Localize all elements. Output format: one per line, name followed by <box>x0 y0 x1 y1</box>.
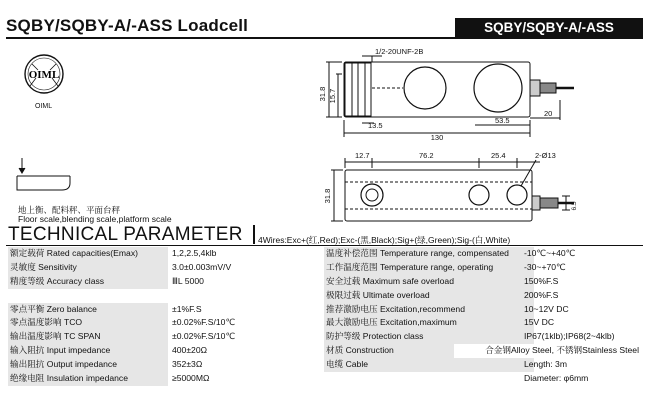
dim-53-5: 53.5 <box>495 116 510 125</box>
param-value: 10~12V DC <box>524 303 569 314</box>
param-value: 合金钢Alloy Steel, 不锈钢Stainless Steel <box>485 345 639 356</box>
parameter-table <box>6 247 643 386</box>
param-value: Length: 3m <box>524 359 567 370</box>
dim-130: 130 <box>430 133 444 142</box>
param-value: IP67(1klb);IP68(2~4klb) <box>524 331 615 342</box>
dim-6-5: 6.5 <box>571 201 578 211</box>
dim-31-8b: 31.8 <box>323 188 332 204</box>
wiring-info: 4Wires:Exc+(红,Red);Exc-(黑,Black);Sig+(绿,Green);Sig-(白,White) <box>258 235 511 245</box>
param-value: 3.0±0.003mV/V <box>172 261 232 272</box>
param-value: ⅢL 5000 <box>172 275 204 286</box>
page-title: SQBY/SQBY-A/-ASS Loadcell <box>6 16 249 35</box>
param-label: 额定载荷 Rated capacities(Emax) <box>8 247 168 261</box>
param-label: 材质 Construction <box>324 344 454 358</box>
param-label: 输入阻抗 Input impedance <box>8 344 168 358</box>
param-value: Diameter: φ6mm <box>524 373 589 384</box>
table-row <box>6 275 643 289</box>
param-label: 防护等级 Protection class <box>324 330 534 344</box>
param-label: 灵敏度 Sensitivity <box>8 261 168 275</box>
param-label: 精度等级 Accuracy class <box>8 275 168 289</box>
oiml-logo-text: OIML <box>28 69 60 81</box>
param-value: -10℃~+40℃ <box>524 248 576 258</box>
dim-76-2: 76.2 <box>419 151 434 160</box>
param-value: ≥5000MΩ <box>172 373 210 384</box>
param-value: 352±3Ω <box>172 359 203 370</box>
param-label: 工作温度范围 Temperature range, operating <box>324 261 534 275</box>
param-value: 400±20Ω <box>172 345 208 356</box>
dim-12-7: 12.7 <box>355 151 370 160</box>
dim-25-4: 25.4 <box>491 151 506 160</box>
section-rule <box>6 245 643 246</box>
param-label: 输出阻抗 Output impedance <box>8 358 168 372</box>
param-label <box>8 289 168 303</box>
table-row <box>6 358 643 372</box>
oiml-label: OIML <box>35 103 53 110</box>
application-en: Floor scale,blending scale,platform scale <box>18 214 172 224</box>
param-label: 电缆 Cable <box>324 358 534 372</box>
table-row <box>6 330 643 344</box>
param-label: 推荐激励电压 Excitation,recommend <box>324 303 534 317</box>
title-separator <box>253 225 255 244</box>
dim-13-5: 13.5 <box>368 121 383 130</box>
front-view <box>331 158 574 221</box>
dim-hole: 2-Ø13 <box>535 151 556 160</box>
table-row <box>6 344 643 358</box>
param-value: ±0.02%F.S/10℃ <box>172 317 236 328</box>
param-value: ±0.02%F.S/10℃ <box>172 331 236 342</box>
param-value <box>172 289 318 303</box>
param-label: 零点平衡 Zero balance <box>8 303 168 317</box>
table-row <box>6 289 643 303</box>
param-label <box>324 372 534 386</box>
param-label: 安全过载 Maximum safe overload <box>324 275 534 289</box>
table-row <box>6 316 643 330</box>
table-row <box>6 303 643 317</box>
table-row <box>6 372 643 386</box>
param-label: 最大激励电压 Excitation,maximum <box>324 316 534 330</box>
application-cn: 地上衡、配料秤、平面台秤 <box>18 205 121 215</box>
dim-15-7: 15.7 <box>328 88 337 104</box>
technical-title: TECHNICAL PARAMETER <box>8 224 243 245</box>
param-label: 极限过载 Ultimate overload <box>324 289 534 303</box>
dim-31-8: 31.8 <box>318 86 327 102</box>
table-row <box>6 261 643 275</box>
param-value: ±1%F.S <box>172 303 202 314</box>
dim-20: 20 <box>544 109 553 118</box>
param-value: 1,2,2.5,4klb <box>172 248 217 258</box>
param-label: 输出温度影响 TC SPAN <box>8 330 168 344</box>
side-view <box>326 56 574 137</box>
param-value: 200%F.S <box>524 289 559 300</box>
param-label: 温度补偿范围 Temperature range, compensated <box>324 247 534 261</box>
thread-label: 1/2-20UNF-2B <box>375 47 424 56</box>
table-row <box>6 247 643 261</box>
param-label: 零点温度影响 TCO <box>8 316 168 330</box>
param-value: -30~+70℃ <box>524 261 566 272</box>
param-label: 绝缘电阻 Insulation impedance <box>8 372 168 386</box>
model-tag: SQBY/SQBY-A/-ASS <box>455 18 643 37</box>
platform-icon <box>17 158 70 190</box>
param-value: 150%F.S <box>524 275 559 286</box>
param-value: 15V DC <box>524 317 555 328</box>
